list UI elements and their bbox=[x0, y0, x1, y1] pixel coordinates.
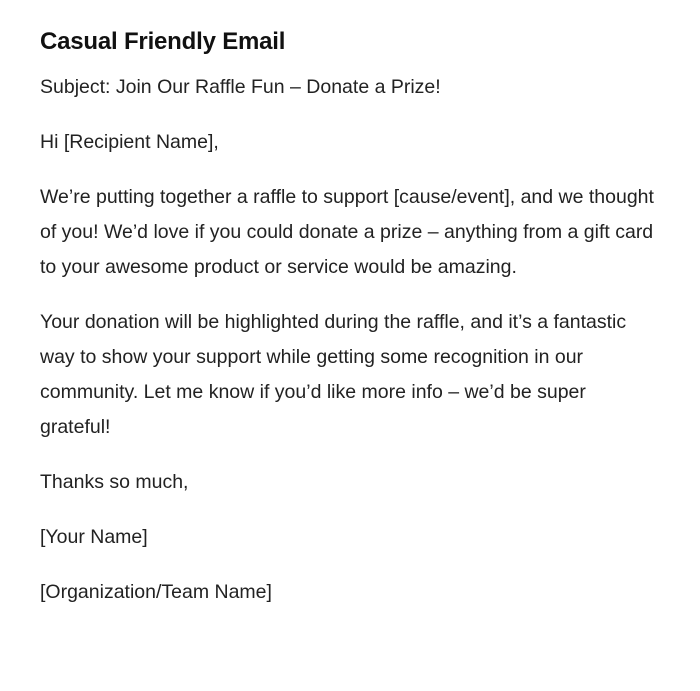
email-body-paragraph: Your donation will be highlighted during the raffle, and it’s a fantastic way to show your support while getting some recognition in our community. Let me know if you’d like more info – we’d be super grateful! bbox=[40, 311, 627, 438]
email-subject: Subject: Join Our Raffle Fun – Donate a Prize! bbox=[40, 76, 441, 98]
signature-organization: [Organization/Team Name] bbox=[40, 581, 272, 603]
signature-name: [Your Name] bbox=[40, 526, 148, 548]
email-body-paragraph: We’re putting together a raffle to support [cause/event], and we thought of you! We’d love if you could donate a prize – anything from a gift card to your awesome product or service would be amazing. bbox=[40, 186, 654, 278]
email-closing: Thanks so much, bbox=[40, 471, 189, 493]
email-greeting: Hi [Recipient Name], bbox=[40, 131, 219, 153]
document-title: Casual Friendly Email bbox=[40, 28, 286, 55]
